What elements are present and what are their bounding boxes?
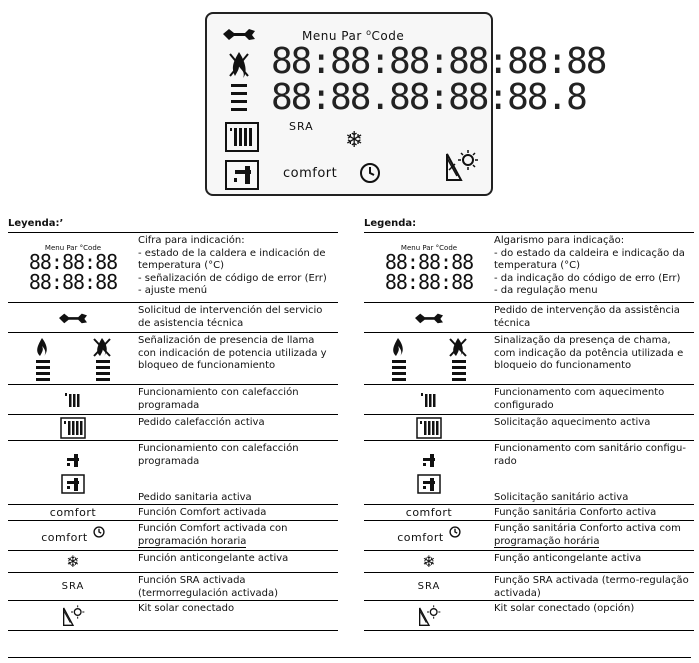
menu-par-label: Menu Par <box>302 29 362 43</box>
legend-description <box>138 415 338 440</box>
legend-icon-cell <box>364 303 494 332</box>
tap-icons <box>417 452 441 494</box>
legend-row-heating-request-legend <box>364 415 694 441</box>
description-line: bloqueo de funcionamiento <box>138 360 276 371</box>
legend-icon-cell <box>8 415 138 440</box>
legend-row-flame-legend <box>8 333 338 385</box>
description-line: Sinalização da presença de chama, <box>494 335 671 346</box>
lcd-digits-bottom: 88:88.88:88:88.8 <box>271 77 586 118</box>
description-line: Algarismo para indicação: <box>494 235 625 246</box>
mini-digits-bottom: 88:88:88 <box>28 269 118 294</box>
description-line: - estado de la caldera e indicación de <box>138 247 326 259</box>
mini-lcd-icon <box>29 244 117 292</box>
description-line: programada <box>138 399 200 411</box>
tap-box-icon <box>417 474 441 494</box>
legend-icon-cell <box>8 303 138 332</box>
legend-row-solar-kit-legend <box>364 601 694 631</box>
legend-row-sra-legend <box>8 573 338 601</box>
description-line: Função SRA activada (termo-regulação <box>494 575 689 586</box>
comfort-word: comfort <box>405 506 453 519</box>
lcd-digits <box>271 41 606 118</box>
legend-column-spanish <box>8 216 338 631</box>
lcd-digits-top: 88:88:88:88:88:88 <box>271 41 606 82</box>
description-line: (termorregulación activada) <box>138 587 278 599</box>
comfort-word: comfort <box>49 506 97 519</box>
legend-row-dhw-legend <box>364 441 694 505</box>
code-label: Code <box>371 29 405 43</box>
legend-icon-cell <box>364 415 494 440</box>
legend-description <box>494 601 694 630</box>
legend-row-lcd-digits-legend <box>8 233 338 303</box>
legend-description <box>494 415 694 440</box>
description-line: rado <box>494 455 517 467</box>
legend-description <box>494 385 694 414</box>
legend-icon-cell <box>8 601 138 630</box>
lcd-sra-label: SRA <box>289 120 314 133</box>
description-line: com indicação da potência utilizada e <box>494 347 684 359</box>
description-line: Funcionamento com aquecimento <box>494 387 665 398</box>
flame-icons <box>384 336 474 382</box>
description-line: Kit solar conectado <box>138 603 235 614</box>
description-line: Solicitud de intervención del servicio <box>138 305 323 316</box>
legend-icon-cell <box>8 505 138 520</box>
legend-row-heating-programmed-legend <box>364 385 694 415</box>
legend-description <box>494 573 694 600</box>
flame-icons <box>28 336 118 382</box>
description-line: Função sanitária Conforto activa com <box>494 523 681 534</box>
legend-row-lcd-digits-legend <box>364 233 694 303</box>
legend-icon-cell <box>364 601 494 630</box>
description-subline: Solicitação sanitário activa <box>494 492 629 503</box>
legend-description <box>494 303 694 332</box>
radiator-icon <box>225 122 259 152</box>
legend-description <box>138 601 338 630</box>
bottom-divider <box>8 657 691 658</box>
legend-row-technical-service-legend <box>364 303 694 333</box>
wrench-icon <box>53 311 93 325</box>
description-line: configurado <box>494 399 554 411</box>
mini-menu-label: Menu Par °Code <box>400 243 458 252</box>
mini-digits-top: 88:88:88 <box>384 249 474 274</box>
legend-description <box>138 303 338 332</box>
comfort-clock-icon <box>397 526 461 545</box>
description-line: - ajuste menú <box>138 285 208 296</box>
legend-icon-cell <box>364 333 494 384</box>
clock-icon <box>449 526 461 538</box>
legend-row-flame-legend <box>364 333 694 385</box>
legend-row-dhw-legend <box>8 441 338 505</box>
radiator-icon <box>63 392 83 408</box>
description-underlined: programação horária <box>494 535 600 547</box>
description-line: activada) <box>494 587 541 599</box>
radiator-box-icon <box>60 417 86 439</box>
legend-row-comfort-legend <box>364 505 694 521</box>
description-subline: Pedido sanitaria activa <box>138 492 252 503</box>
description-line: - da indicação do código de erro (Err) <box>494 272 681 284</box>
description-line: técnica <box>494 317 531 329</box>
flame-crossed-icon <box>227 48 251 118</box>
sra-word: SRA <box>61 581 85 592</box>
mini-menu-label: Menu Par °Code <box>44 243 102 252</box>
legend-icon-cell <box>364 441 494 504</box>
legend-icon-cell <box>364 521 494 550</box>
comfort-clock-icon <box>41 526 105 545</box>
legend-description <box>494 233 694 302</box>
degree-mark: o <box>366 28 372 37</box>
description-line: de asistencia técnica <box>138 317 244 329</box>
legend-description <box>138 233 338 302</box>
legend-title-portuguese: Legenda: <box>364 216 694 233</box>
description-underlined: programación horaria <box>138 535 247 547</box>
tap-icons <box>61 452 85 494</box>
solar-panel-icon <box>416 604 442 628</box>
wrench-icon <box>221 26 257 42</box>
mini-digits-top: 88:88:88 <box>28 249 118 274</box>
legend-row-comfort-timer-legend <box>364 521 694 551</box>
legend-icon-cell <box>364 505 494 520</box>
legend-description <box>138 505 338 520</box>
legend-row-comfort-timer-legend <box>8 521 338 551</box>
sra-word: SRA <box>417 581 441 592</box>
description-line: temperatura (°C) <box>494 260 581 271</box>
description-line: - do estado da caldeira e indicação da <box>494 247 685 259</box>
legend-icon-cell <box>364 573 494 600</box>
description-line: Cifra para indicación: <box>138 235 245 246</box>
legend-description <box>138 333 338 384</box>
legend-description <box>494 333 694 384</box>
snowflake-icon: ❄ <box>345 128 364 153</box>
legend-description <box>138 385 338 414</box>
description-line: temperatura (°C) <box>138 260 225 271</box>
clock-icon <box>93 526 105 538</box>
description-line: Função anticongelante activa <box>494 553 642 564</box>
description-line: - señalización de código de error (Err) <box>138 272 327 284</box>
legend-title-spanish: Leyenda:’ <box>8 216 338 233</box>
description-line: Pedido de intervenção da assistência <box>494 305 680 316</box>
legend-row-antifreeze-legend <box>8 551 338 573</box>
description-line: Función Comfort activada con <box>138 523 288 534</box>
legend-icon-cell <box>8 333 138 384</box>
legend-icon-cell <box>8 551 138 572</box>
snowflake-icon: ❄ <box>422 552 436 571</box>
legend-row-sra-legend <box>364 573 694 601</box>
legend-row-heating-request-legend <box>8 415 338 441</box>
description-line: - da regulação menu <box>494 285 598 296</box>
snowflake-icon: ❄ <box>66 552 80 571</box>
description-line: Função sanitária Conforto activa <box>494 507 657 518</box>
legend-icon-cell <box>8 573 138 600</box>
radiator-icon <box>419 392 439 408</box>
solar-panel-icon <box>60 604 86 628</box>
description-line: Función SRA activada <box>138 575 246 586</box>
lcd-display-panel <box>205 12 606 196</box>
legend-icon-cell <box>8 385 138 414</box>
legend-icon-cell <box>8 441 138 504</box>
description-line: Kit solar conectado (opción) <box>494 603 635 614</box>
wrench-icon <box>409 311 449 325</box>
legend-description <box>138 573 338 600</box>
legend-column-portuguese <box>364 216 694 631</box>
clock-icon <box>359 162 381 184</box>
tap-icon <box>420 452 438 468</box>
description-line: Funcionamento com sanitário configu- <box>494 443 686 454</box>
solar-panel-icon <box>443 148 479 184</box>
tap-box-icon <box>61 474 85 494</box>
legend-icon-cell <box>8 521 138 550</box>
legend-row-heating-programmed-legend <box>8 385 338 415</box>
mini-lcd-icon <box>385 244 473 292</box>
legend-description <box>494 521 694 550</box>
legend-description <box>494 551 694 572</box>
tap-icon <box>64 452 82 468</box>
comfort-word: comfort <box>397 531 444 544</box>
legend-icon-cell <box>8 233 138 302</box>
legend-icon-cell <box>364 551 494 572</box>
description-line: Funcionamiento con calefacción <box>138 387 299 398</box>
comfort-word: comfort <box>41 531 88 544</box>
radiator-box-icon <box>416 417 442 439</box>
legend-description <box>138 521 338 550</box>
tap-icon <box>225 160 259 190</box>
description-line: Función Comfort activada <box>138 507 267 518</box>
legend-description <box>494 505 694 520</box>
legend-row-technical-service-legend <box>8 303 338 333</box>
mini-digits-bottom: 88:88:88 <box>384 269 474 294</box>
description-line: Pedido calefacción activa <box>138 417 265 428</box>
description-line: Solicitação aquecimento activa <box>494 417 651 428</box>
description-line: con indicación de potencia utilizada y <box>138 347 327 359</box>
description-line: bloqueio do funcionamento <box>494 360 632 371</box>
legend-row-antifreeze-legend <box>364 551 694 573</box>
description-line: programada <box>138 455 200 467</box>
legend-icon-cell <box>364 385 494 414</box>
description-line: Señalización de presencia de llama <box>138 335 315 346</box>
legend-row-comfort-legend <box>8 505 338 521</box>
legend-row-solar-kit-legend <box>8 601 338 631</box>
legend-description <box>138 551 338 572</box>
description-line: Funcionamiento con calefacción <box>138 443 299 454</box>
legend-icon-cell <box>364 233 494 302</box>
description-line: Función anticongelante activa <box>138 553 289 564</box>
lcd-comfort-label: comfort <box>283 166 338 181</box>
